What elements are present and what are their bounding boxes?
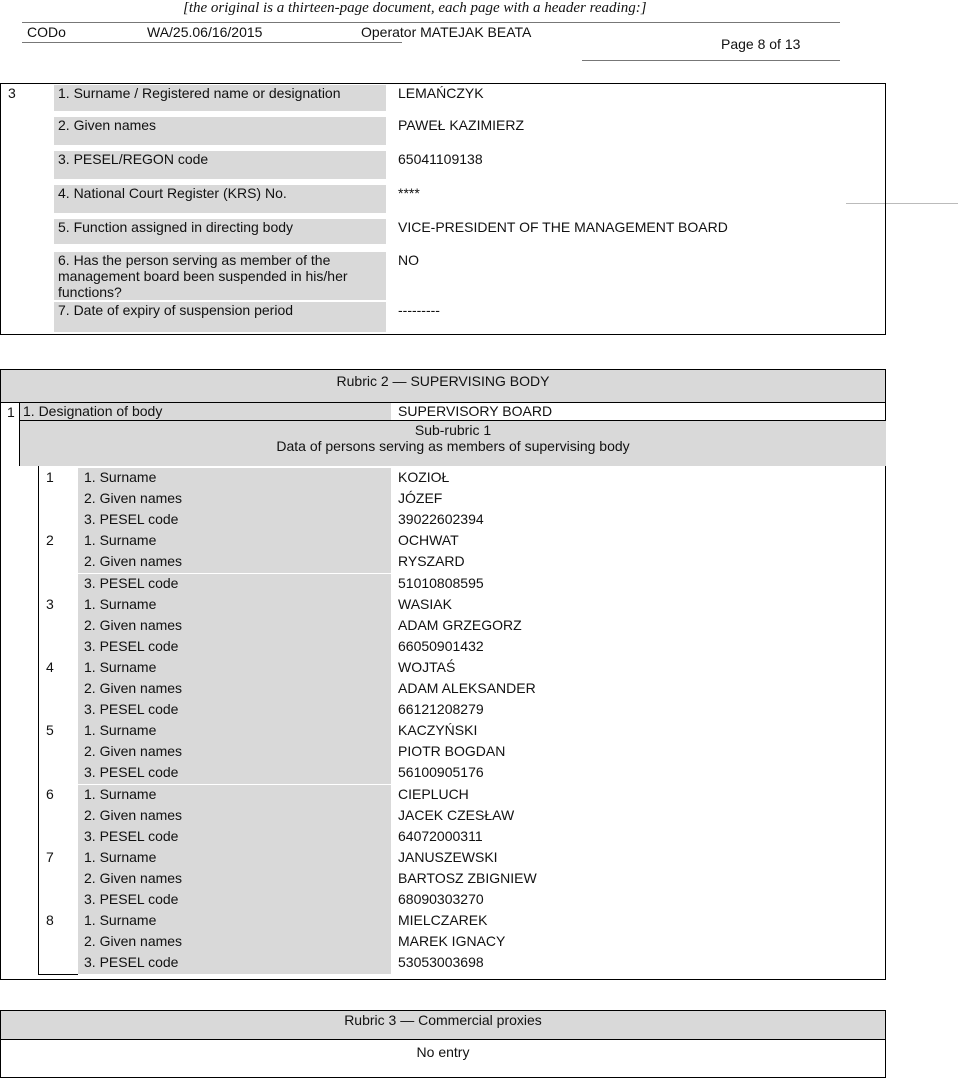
person-surname: WOJTAŚ: [398, 658, 456, 675]
person-field-label: 1. Surname: [84, 722, 157, 739]
management-field-value: NO: [398, 252, 419, 268]
person-field-label: 3. PESEL code: [84, 764, 179, 781]
person-number: 1: [46, 469, 54, 485]
subrubric-title: Sub-rubric 1: [414, 422, 492, 438]
management-field-value: LEMAŃCZYK: [398, 85, 484, 101]
person-given-names: MAREK IGNACY: [398, 933, 506, 950]
person-given-names: ADAM ALEKSANDER: [398, 680, 536, 696]
person-number: 5: [46, 722, 54, 739]
management-field-label: 7. Date of expiry of suspension period: [58, 302, 294, 318]
person-field-label: 2. Given names: [84, 616, 183, 633]
subrubric-header: [19, 420, 886, 466]
person-number: 7: [46, 848, 54, 865]
designation-label: 1. Designation of body: [23, 403, 163, 419]
person-pesel: 68090303270: [398, 891, 484, 907]
person-surname: JANUSZEWSKI: [398, 848, 498, 865]
person-number: 6: [46, 785, 54, 802]
header-reference: WA/25.06/16/2015: [147, 24, 263, 40]
header-rule-bottom: [22, 42, 402, 43]
header-rule: [22, 22, 840, 23]
management-field-label: 3. PESEL/REGON code: [58, 151, 209, 167]
management-field-value: ---------: [398, 302, 440, 318]
person-given-names: BARTOSZ ZBIGNIEW: [398, 869, 537, 886]
person-surname: OCHWAT: [398, 532, 459, 549]
management-field-label: 4. National Court Register (KRS) No.: [58, 185, 287, 201]
person-field-label: 1. Surname: [84, 785, 157, 802]
person-field-label: 1. Surname: [84, 469, 157, 485]
person-field-label: 2. Given names: [84, 933, 183, 950]
designation-value: SUPERVISORY BOARD: [398, 403, 553, 419]
page-number: Page 8 of 13: [721, 36, 801, 52]
person-surname: KOZIOŁ: [398, 469, 450, 485]
rubric-2-header: [0, 369, 886, 403]
person-field-label: 3. PESEL code: [84, 891, 179, 907]
person-field-label: 2. Given names: [84, 490, 183, 507]
rubric-3-header: [0, 1010, 886, 1040]
person-surname: MIELCZAREK: [398, 912, 488, 929]
person-field-label: 3. PESEL code: [84, 637, 179, 654]
management-field-value: PAWEŁ KAZIMIERZ: [398, 117, 525, 133]
persons-left-border: [38, 466, 39, 974]
person-number: 2: [46, 532, 54, 549]
rubric-3-entry: No entry: [416, 1044, 470, 1060]
person-surname: CIEPLUCH: [398, 785, 469, 802]
person-pesel: 51010808595: [398, 574, 484, 591]
persons-bottom-border: [38, 974, 78, 975]
management-field-label: 2. Given names: [58, 117, 157, 133]
person-field-label: 2. Given names: [84, 869, 183, 886]
person-number: 3: [46, 595, 54, 612]
management-field-label: 5. Function assigned in directing body: [58, 219, 294, 235]
management-field-label: 1. Surname / Registered name or designation: [58, 85, 341, 101]
person-field-label: 1. Surname: [84, 848, 157, 865]
person-given-names: JÓZEF: [398, 490, 443, 507]
person-pesel: 53053003698: [398, 954, 484, 971]
management-field-label-line: management board been suspended in his/her: [58, 268, 348, 284]
subrubric-caption: Data of persons serving as members of supervising body: [276, 438, 630, 454]
header-code: CODo: [27, 24, 66, 40]
person-given-names: JACEK CZESŁAW: [398, 806, 515, 823]
person-number: 8: [46, 912, 54, 929]
rubric-2-title: Rubric 2 — SUPERVISING BODY: [336, 373, 550, 389]
person-pesel: 64072000311: [398, 827, 483, 844]
rubric-3-title: Rubric 3 — Commercial proxies: [344, 1012, 542, 1028]
person-field-label: 1. Surname: [84, 595, 157, 612]
person-surname: WASIAK: [398, 595, 452, 612]
person-pesel: 66050901432: [398, 637, 484, 654]
person-field-label: 3. PESEL code: [84, 827, 179, 844]
management-field-value: ****: [398, 185, 420, 201]
person-field-label: 1. Surname: [84, 532, 157, 549]
person-field-label: 3. PESEL code: [84, 954, 179, 971]
person-given-names: ADAM GRZEGORZ: [398, 616, 522, 633]
management-field-label: [58, 252, 348, 300]
person-pesel: 39022602394: [398, 511, 484, 528]
person-field-label: 1. Surname: [84, 658, 157, 675]
person-field-label: 2. Given names: [84, 806, 183, 823]
person-surname: KACZYŃSKI: [398, 722, 478, 739]
person-given-names: RYSZARD: [398, 553, 465, 570]
management-entry-number: 3: [8, 85, 16, 101]
person-pesel: 56100905176: [398, 764, 484, 781]
management-field-value: VICE-PRESIDENT OF THE MANAGEMENT BOARD: [398, 219, 728, 235]
header-operator: Operator MATEJAK BEATA: [361, 24, 532, 40]
rubric-3-body: [0, 1040, 886, 1078]
header-rule-bottom-right: [582, 60, 840, 61]
person-field-label: 2. Given names: [84, 680, 183, 696]
person-number: 4: [46, 658, 54, 675]
management-field-label-line: functions?: [58, 284, 122, 300]
person-field-label: 1. Surname: [84, 912, 157, 929]
person-field-label: 3. PESEL code: [84, 511, 179, 528]
page-note: [the original is a thirteen-page document, each page with a header reading:]: [183, 0, 647, 16]
management-field-value: 65041109138: [398, 151, 483, 167]
person-field-label: 3. PESEL code: [84, 574, 179, 591]
management-field-label-line: 6. Has the person serving as member of the: [58, 252, 331, 268]
person-given-names: PIOTR BOGDAN: [398, 743, 506, 760]
person-pesel: 66121208279: [398, 701, 484, 718]
person-field-label: 2. Given names: [84, 743, 183, 760]
person-field-label: 2. Given names: [84, 553, 183, 570]
rubric-2-entry-number: 1: [7, 404, 15, 420]
person-field-label: 3. PESEL code: [84, 701, 179, 718]
